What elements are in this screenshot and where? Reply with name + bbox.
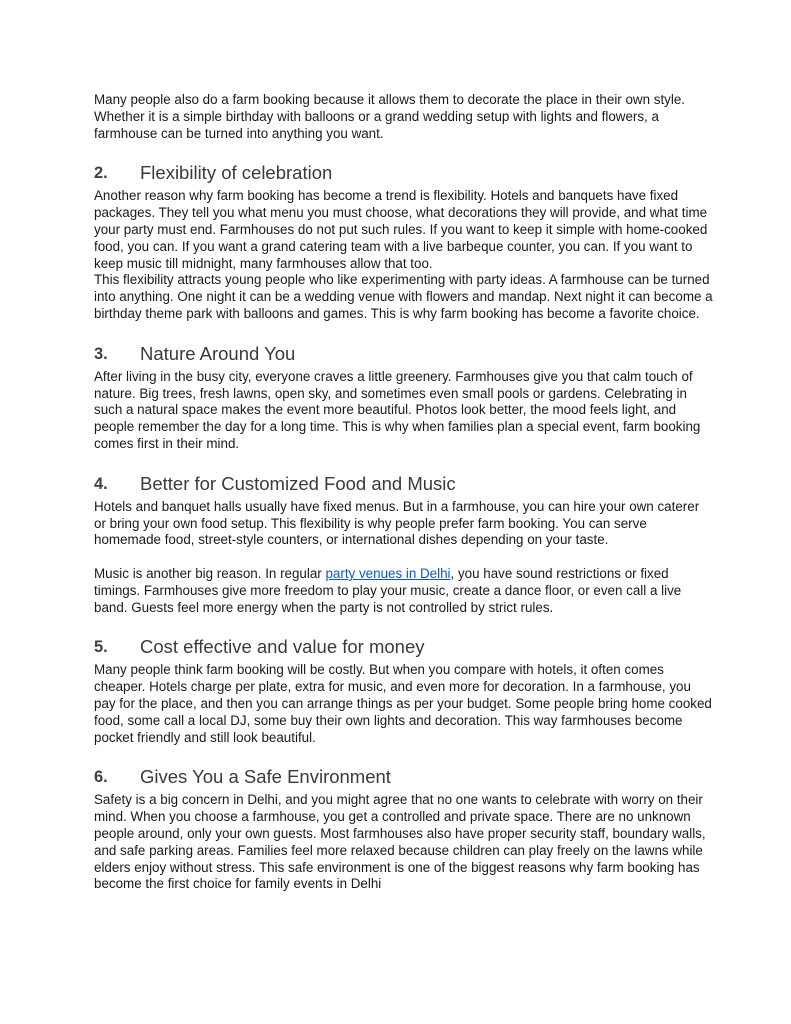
section-nature: [94, 343, 714, 453]
section-number: 4.: [94, 474, 108, 493]
document-page: [94, 92, 714, 893]
section-title: Flexibility of celebration: [140, 162, 333, 184]
section-paragraph: Many people think farm booking will be costly. But when you compare with hotels, it often comes cheaper. Hotels charge per plate, extra for music, and even more for decoration. In a farmhouse, you pay for the place, and then you can arrange things as per your budget. Some people bring home cooked food, some call a local DJ, some buy their own lights and decoration. This way farmhouses become pocket friendly and still look beautiful.: [94, 662, 712, 745]
section-food-music: [94, 473, 714, 617]
section-number: 2.: [94, 164, 108, 183]
section-paragraph: Safety is a big concern in Delhi, and you might agree that no one wants to celebrate with worry on their mind. When you choose a farmhouse, you get a controlled and private space. There are no unknown people around, only your own guests. Most farmhouses also have proper security staff, boundary walls, and safe parking areas. Families feel more relaxed because children can play freely on the lawns while elders enjoy without stress. This safe environment is one of the biggest reasons why farm booking has become the first choice for family events in Delhi: [94, 792, 706, 892]
section-heading: [94, 343, 714, 365]
section-number: 3.: [94, 344, 108, 363]
section-heading: [94, 766, 714, 788]
section-paragraph: [94, 566, 714, 616]
section-paragraph: This flexibility attracts young people who like experimenting with party ideas. A farmhouse can be turned into anything. One night it can be a wedding venue with flowers and mandap. Next night it can become a birthday theme park with balloons and games. This is why farm booking has become a favorite choice.: [94, 272, 713, 321]
text-before-link: Music is another big reason. In regular: [94, 565, 326, 581]
section-title: Better for Customized Food and Music: [140, 472, 456, 494]
section-number: 6.: [94, 768, 108, 787]
section-number: 5.: [94, 638, 108, 657]
section-safety: [94, 766, 714, 893]
party-venues-link[interactable]: party venues in Delhi: [325, 565, 451, 581]
section-cost: [94, 636, 714, 746]
section-title: Gives You a Safe Environment: [140, 766, 391, 788]
paragraph-gap: [94, 549, 714, 566]
text-after-link: , you have sound restrictions or fixed timings. Farmhouses give more freedom to play your music, create a dance floor, or even call a live band. Guests feel more energy when the party is not controlled by strict rules.: [94, 565, 682, 615]
section-heading: [94, 162, 714, 184]
section-heading: [94, 636, 714, 658]
section-flexibility: [94, 162, 714, 322]
section-paragraph: Another reason why farm booking has become a trend is flexibility. Hotels and banquets have fixed packages. They tell you what menu you must choose, what decorations they will provide, and what time your party must end. Farmhouses do not put such rules. If you want to keep it simple with home-cooked food, you can. If you want a grand catering team with a live barbeque counter, you can. If you want to keep music till midnight, many farmhouses allow that too.: [94, 188, 708, 271]
section-title: Nature Around You: [140, 342, 296, 364]
section-heading: [94, 473, 714, 495]
section-paragraph: After living in the busy city, everyone craves a little greenery. Farmhouses give you that calm touch of nature. Big trees, fresh lawns, open sky, and sometimes even small pools or gardens. Celebrating in such a natural space makes the event more beautiful. Photos look better, the mood feels light, and people remember the day for a long time. This is why when families plan a special event, farm booking comes first in their mind.: [94, 368, 701, 451]
section-title: Cost effective and value for money: [140, 636, 425, 658]
section-paragraph: Hotels and banquet halls usually have fixed menus. But in a farmhouse, you can hire your own caterer or bring your own food setup. This flexibility is why people prefer farm booking. You can serve homemade food, street-style counters, or international dishes depending on your taste.: [94, 498, 700, 548]
intro-paragraph: Many people also do a farm booking because it allows them to decorate the place in their own style. Whether it is a simple birthday with balloons or a grand wedding setup with lights and flowers, a farmhouse can be turned into anything you want.: [94, 92, 686, 141]
